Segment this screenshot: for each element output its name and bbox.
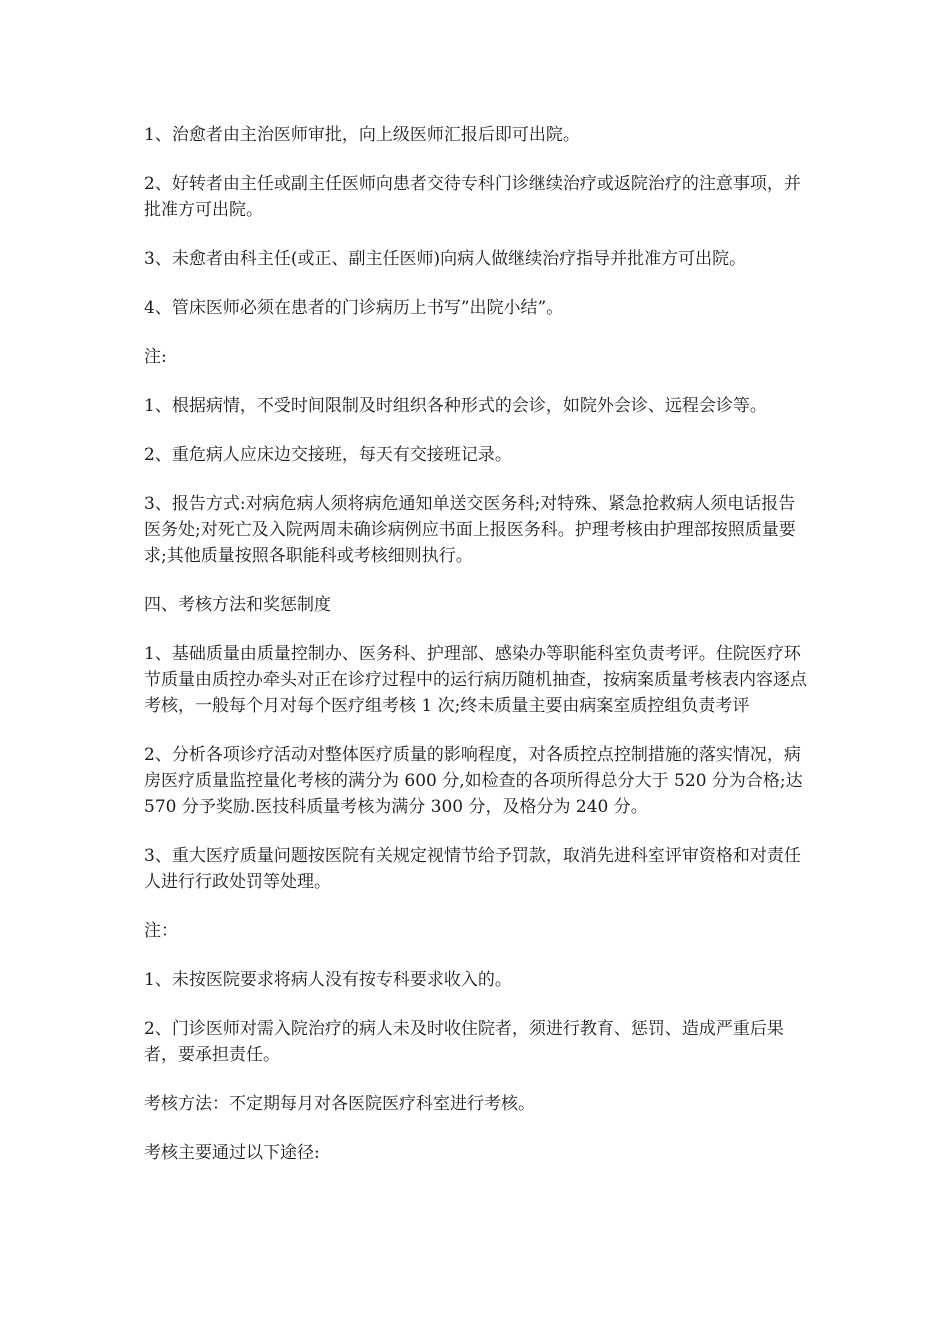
paragraph-16: 考核方法：不定期每月对各医院医疗科室进行考核。: [144, 1094, 535, 1114]
paragraph-12: 3、重大医疗质量问题按医院有关规定视情节给予罚款，取消先进科室评审资格和对责任人进行行政处罚等处理。: [144, 846, 801, 892]
section-heading: 四、考核方法和奖惩制度: [144, 595, 331, 615]
paragraph-7: 2、重危病人应床边交接班，每天有交接班记录。: [144, 445, 512, 465]
paragraph-14: 1、未按医院要求将病人没有按专科要求收入的。: [144, 970, 512, 990]
paragraph-8: 3、报告方式:对病危病人须将病危通知单送交医务科;对特殊、紧急抢救病人须电话报告医务处;对死亡及入院两周未确诊病例应书面上报医务科。护理考核由护理部按照质量要求;其他质量按照各职能科或考核细则执行。: [144, 494, 796, 566]
paragraph-10: 1、基础质量由质量控制办、医务科、护理部、感染办等职能科室负责考评。住院医疗环节质量由质控办牵头对正在诊疗过程中的运行病历随机抽查，按病案质量考核表内容逐点考核，一般每个月对每个医疗组考核 1 次;终未质量主要由病案室质控组负责考评: [144, 644, 807, 716]
paragraph-4: 4、管床医师必须在患者的门诊病历上书写”出院小结”。: [144, 298, 564, 318]
note-heading-1: 注:: [144, 347, 167, 367]
paragraph-15: 2、门诊医师对需入院治疗的病人未及时收住院者，须进行教育、惩罚、造成严重后果者，要承担责任。: [144, 1019, 784, 1065]
paragraph-1: 1、治愈者由主治医师审批，向上级医师汇报后即可出院。: [144, 125, 580, 145]
note-heading-2: 注：: [144, 921, 178, 941]
document-body: [144, 122, 809, 1189]
paragraph-3: 3、未愈者由科主任(或正、副主任医师)向病人做继续治疗指导并批准方可出院。: [144, 249, 747, 269]
paragraph-6: 1、根据病情，不受时间限制及时组织各种形式的会诊，如院外会诊、远程会诊等。: [144, 396, 767, 416]
paragraph-2: 2、好转者由主任或副主任医师向患者交待专科门诊继续治疗或返院治疗的注意事项，并批准方可出院。: [144, 174, 801, 220]
paragraph-11: 2、分析各项诊疗活动对整体医疗质量的影响程度，对各质控点控制措施的落实情况，病房医疗质量监控量化考核的满分为 600 分,如检查的各项所得总分大于 520 分为合格;达 570 分予奖励.医技科质量考核为满分 300 分，及格分为 240 分。: [144, 745, 803, 817]
paragraph-17: 考核主要通过以下途径:: [144, 1143, 320, 1163]
